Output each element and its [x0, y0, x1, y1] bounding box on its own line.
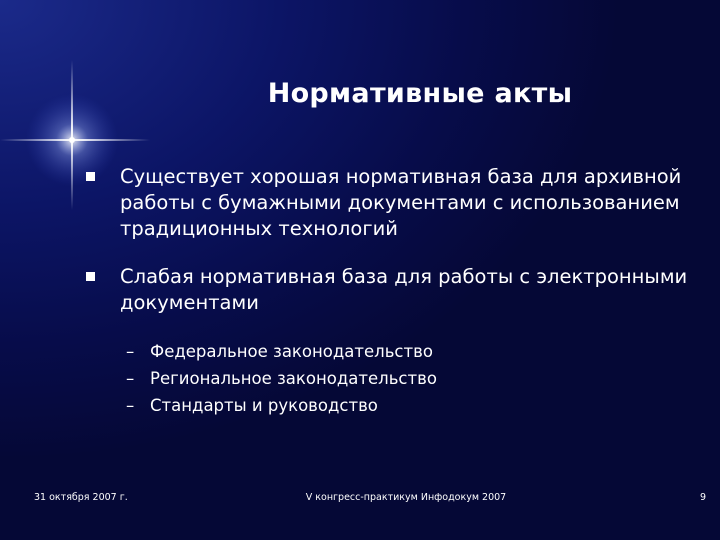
subbullet-text: Федеральное законодательство: [150, 342, 433, 361]
list-item: [84, 264, 694, 316]
dash-marker: –: [126, 342, 135, 361]
list-item: [126, 338, 646, 365]
dash-marker: –: [126, 396, 135, 415]
footer-date: 31 октября 2007 г.: [34, 492, 128, 503]
slide-title: Нормативные акты: [267, 78, 573, 109]
page-number: 9: [699, 492, 706, 503]
footer-event: V конгресс-практикум Инфодокум 2007: [305, 492, 507, 503]
list-item: [84, 164, 694, 242]
bullet-text: Слабая нормативная база для работы с электронными документами: [120, 265, 688, 314]
subbullet-list: [126, 338, 646, 419]
square-bullet-icon: [86, 172, 95, 181]
subbullet-text: Региональное законодательство: [150, 369, 437, 388]
subbullet-text: Стандарты и руководство: [150, 396, 378, 415]
list-item: [126, 365, 646, 392]
dash-marker: –: [126, 369, 135, 388]
bullet-list: [84, 164, 694, 316]
list-item: [126, 392, 646, 419]
bullet-text: Существует хорошая нормативная база для архивной работы с бумажными документами с использованием традиционных технологий: [120, 165, 682, 240]
square-bullet-icon: [86, 272, 95, 281]
